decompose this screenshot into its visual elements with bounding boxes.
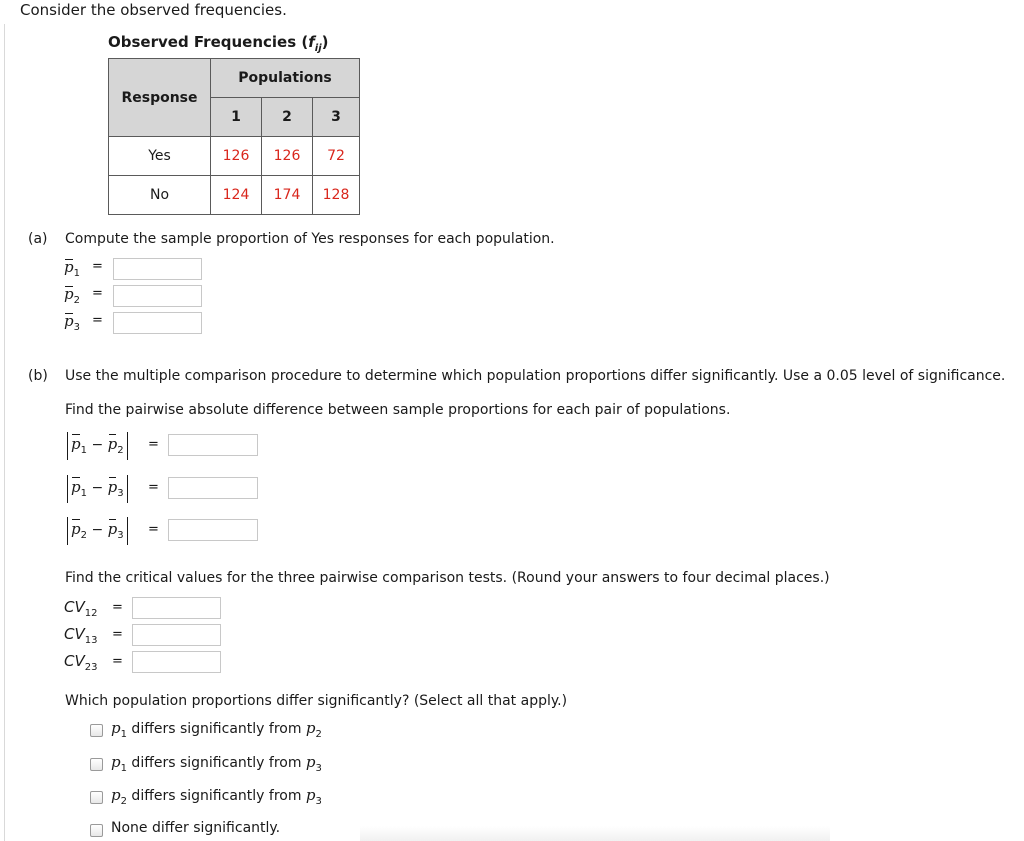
- diff-23-label: [67, 517, 128, 545]
- p-symbol: p: [111, 753, 121, 771]
- p-bar-symbol: p: [107, 520, 118, 538]
- table-title-end: ): [321, 33, 329, 51]
- cv-symbol: CV: [64, 625, 85, 643]
- intro-text: Consider the observed frequencies.: [20, 1, 287, 19]
- p2-input[interactable]: [113, 285, 202, 307]
- p-subscript: 1: [73, 268, 80, 279]
- option-3-label[interactable]: [111, 786, 322, 807]
- p-symbol: p: [305, 753, 316, 771]
- left-rule: [4, 24, 5, 841]
- p-subscript: 1: [80, 445, 87, 456]
- option-text: differs significantly from: [126, 721, 306, 737]
- diff-23-input[interactable]: [168, 519, 258, 541]
- table-row: [109, 176, 360, 215]
- cv23-label: [64, 652, 98, 673]
- option-1-checkbox[interactable]: [90, 724, 103, 737]
- cv13-input[interactable]: [132, 624, 221, 646]
- population-label-2: 2: [262, 98, 313, 137]
- option-1-label[interactable]: [111, 719, 322, 740]
- cell-no-2: 174: [262, 176, 313, 215]
- option-none-label[interactable]: None differ significantly.: [111, 820, 281, 836]
- p-subscript: 1: [120, 763, 127, 774]
- table-title-var: f: [308, 33, 315, 51]
- diff-12-input[interactable]: [168, 434, 258, 456]
- option-none-checkbox[interactable]: [90, 824, 103, 837]
- option-text: differs significantly from: [126, 755, 306, 771]
- p2-label: [64, 285, 80, 306]
- p-subscript: 2: [315, 729, 322, 740]
- equals-sign: =: [112, 654, 123, 669]
- p1-label: [64, 258, 80, 279]
- equals-sign: =: [148, 437, 159, 452]
- cell-no-3: 128: [313, 176, 360, 215]
- equals-sign: =: [112, 600, 123, 615]
- minus-sign: −: [91, 480, 104, 496]
- p-subscript: 3: [315, 796, 322, 807]
- cell-no-1: 124: [211, 176, 262, 215]
- part-b-question: Use the multiple comparison procedure to determine which population proportions differ significantly. Use a 0.05 level of significance.: [65, 368, 1006, 384]
- p-bar-symbol: p: [107, 478, 118, 496]
- p-bar-symbol: p: [64, 312, 74, 330]
- cv-symbol: CV: [64, 598, 85, 616]
- response-header: Response: [109, 59, 211, 137]
- diff-13-label: [67, 475, 128, 503]
- cv-subscript: 13: [84, 635, 98, 646]
- p-bar-symbol: p: [71, 520, 81, 538]
- p-symbol: p: [111, 786, 121, 804]
- table-row: [109, 137, 360, 176]
- p-bar-symbol: p: [64, 258, 74, 276]
- p-symbol: p: [305, 719, 316, 737]
- cell-yes-3: 72: [313, 137, 360, 176]
- table-title: [108, 33, 329, 54]
- part-a-label: (a): [28, 231, 48, 247]
- part-a-question: Compute the sample proportion of Yes responses for each population.: [65, 231, 555, 247]
- cv12-label: [64, 598, 98, 619]
- p-subscript: 2: [120, 796, 127, 807]
- equals-sign: =: [92, 286, 103, 301]
- p-symbol: p: [111, 719, 121, 737]
- p1-input[interactable]: [113, 258, 202, 280]
- p-symbol: p: [305, 786, 316, 804]
- table-title-sub: ij: [314, 43, 322, 54]
- cell-yes-1: 126: [211, 137, 262, 176]
- population-label-1: 1: [211, 98, 262, 137]
- populations-header: Populations: [211, 59, 360, 98]
- cv12-input[interactable]: [132, 597, 221, 619]
- diff-12-label: [67, 432, 128, 460]
- cv-subscript: 12: [84, 608, 98, 619]
- cv13-label: [64, 625, 98, 646]
- row-label-no: No: [109, 176, 211, 215]
- option-text: differs significantly from: [126, 788, 306, 804]
- p-subscript: 2: [73, 295, 80, 306]
- observed-frequencies-table: [108, 58, 360, 215]
- which-differ-question: Which population proportions differ significantly? (Select all that apply.): [65, 693, 568, 709]
- part-b-label: (b): [28, 368, 48, 384]
- pairwise-instructions: Find the pairwise absolute difference between sample proportions for each pair of populations.: [65, 402, 731, 418]
- bottom-shadow: [360, 826, 830, 841]
- equals-sign: =: [92, 259, 103, 274]
- cv-symbol: CV: [64, 652, 85, 670]
- p-subscript: 3: [117, 530, 124, 541]
- p3-input[interactable]: [113, 312, 202, 334]
- option-2-checkbox[interactable]: [90, 758, 103, 771]
- cv23-input[interactable]: [132, 651, 221, 673]
- row-label-yes: Yes: [109, 137, 211, 176]
- cv-subscript: 23: [84, 662, 98, 673]
- table-title-text: Observed Frequencies (: [108, 33, 309, 51]
- option-2-label[interactable]: [111, 753, 322, 774]
- minus-sign: −: [91, 437, 104, 453]
- p-bar-symbol: p: [64, 285, 74, 303]
- minus-sign: −: [91, 522, 104, 538]
- p-subscript: 3: [117, 488, 124, 499]
- equals-sign: =: [148, 522, 159, 537]
- option-3-checkbox[interactable]: [90, 791, 103, 804]
- p-bar-symbol: p: [71, 478, 81, 496]
- population-label-3: 3: [313, 98, 360, 137]
- cell-yes-2: 126: [262, 137, 313, 176]
- p-subscript: 2: [117, 445, 124, 456]
- diff-13-input[interactable]: [168, 477, 258, 499]
- p-subscript: 1: [120, 729, 127, 740]
- p-subscript: 2: [80, 530, 87, 541]
- critical-values-instructions: Find the critical values for the three pairwise comparison tests. (Round your answers to four decimal places.): [65, 570, 830, 586]
- p-bar-symbol: p: [71, 435, 81, 453]
- p-bar-symbol: p: [107, 435, 118, 453]
- equals-sign: =: [92, 313, 103, 328]
- p3-label: [64, 312, 80, 333]
- equals-sign: =: [148, 480, 159, 495]
- equals-sign: =: [112, 627, 123, 642]
- p-subscript: 3: [73, 322, 80, 333]
- p-subscript: 3: [315, 763, 322, 774]
- p-subscript: 1: [80, 488, 87, 499]
